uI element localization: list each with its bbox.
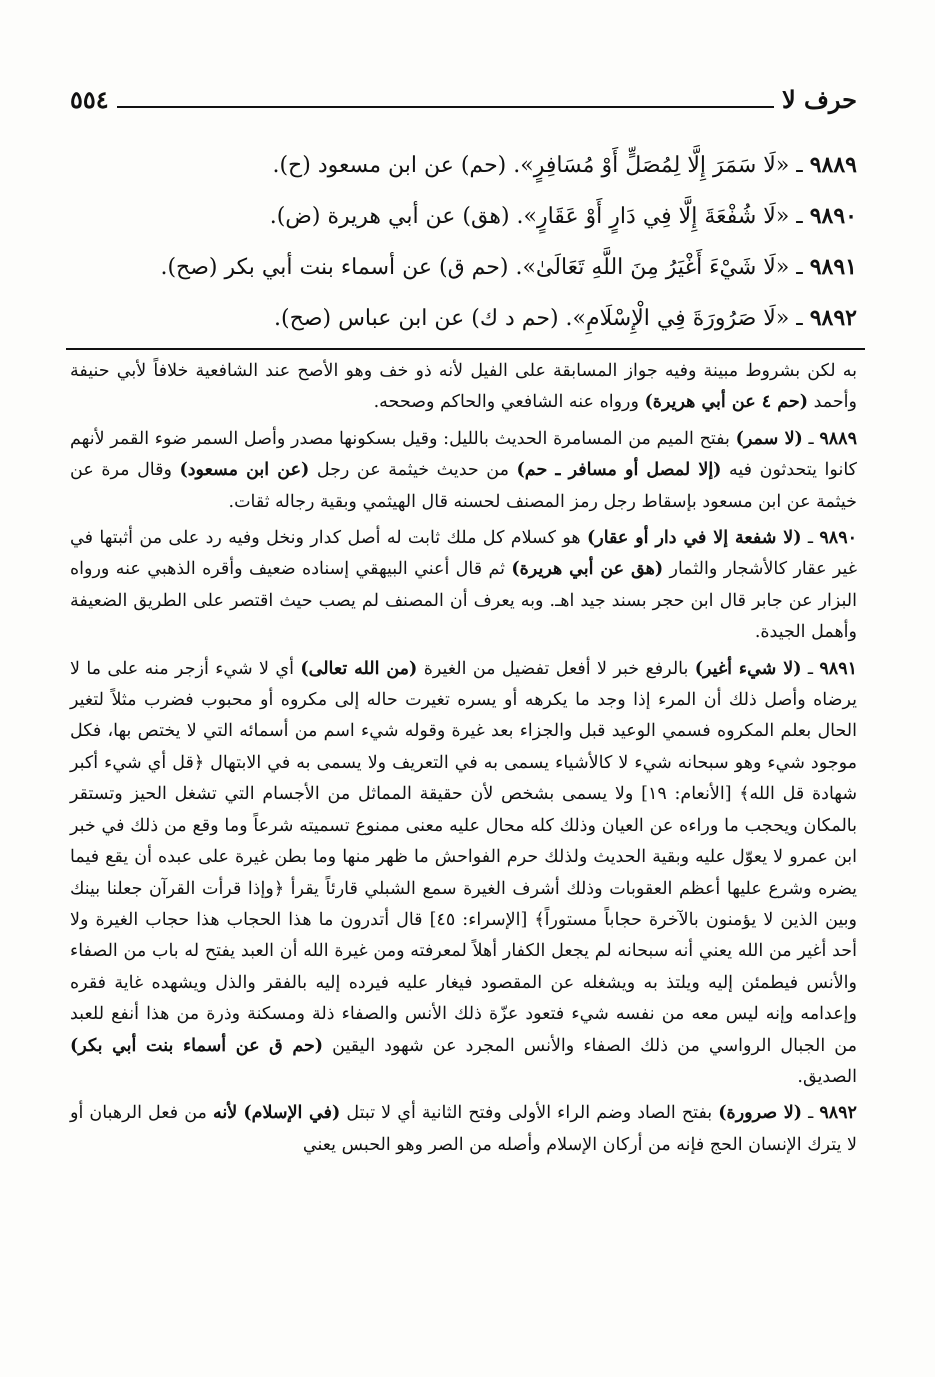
commentary-ref: (لا سمر) xyxy=(735,428,803,449)
commentary-ref: (إلا لمصل أو مسافر ـ حم) xyxy=(516,460,722,481)
commentary-ref: (حم ق عن أسماء بنت أبي بكر) xyxy=(70,1035,324,1056)
commentary-text: بالرفع خبر لا أفعل تفضيل من الغيرة xyxy=(417,658,695,679)
commentary xyxy=(70,356,857,1166)
commentary-number: ٩٨٩٢ xyxy=(819,1103,857,1124)
page-number: ٥٥٤ xyxy=(70,85,109,114)
commentary-text: ثم قال أعني البيهقي إسناده ضعيف وأقره الذهبي عنه ورواه البزار عن جابر قال ابن حجر بسند جيد اهـ. وبه يعرف أن المصنف لم يصب حيث اقتصر على الطريق الضعيفة وأهمل الجيدة. xyxy=(70,559,857,643)
hadith-number: ٩٨٩٠ xyxy=(809,203,857,229)
commentary-ref: (من الله تعالى) xyxy=(300,658,418,679)
commentary-text: الصديق. xyxy=(797,1066,857,1087)
commentary-9892: ٩٨٩٢ ـ (لا صرورة) بفتح الصاد وضم الراء الأولى وفتح الثانية أي لا تبتل (في الإسلام) لأنه من فعل الرهبان أو لا يترك الإنسان الحج فإنه من أركان الإسلام وأصله من الصر وهو الحبس يعني xyxy=(70,1103,857,1155)
commentary-9891: ٩٨٩١ ـ (لا شيء أغير) بالرفع خبر لا أفعل تفضيل من الغيرة (من الله تعالى) أي لا شيء أزجر منه على ما لا يرضاه وأصل ذلك أن المرء إذا وجد ما يكرهه أو يسره تغيرت حاله إلى مكروه أو محبوب فضرب مثلاً لتغير الحال بعلم المكروه فسمي الوعيد قبل والجزاء بعد غيرة وقوله شيء اسم من أسمائه التي لا يختص بها، فكل موجود شيء وهو سبحانه شيء لا كالأشياء يسمى به في التعريف ولا يسمى به في الابتهال ﴿قل أي شيء أكبر شهادة قل الله﴾ [الأنعام: ١٩] ولا يسمى بشخص لأن حقيقة المماثل من الأجسام التي تشغل الحيز وتستقر بالمكان ويحجب ما وراءه عن العيان وذلك كله محال عليه معنى ممنوع تسميته شرعاً وما وقع من ذلك في خبر ابن عمرو لا يعوّل عليه وبقية الحديث ولذلك حرم الفواحش ما ظهر منها وما بطن غيرة على عبده أن يقع فيما يضره وشرع عليها أعظم العقوبات وذلك أشرف الغيرة سمع الشبلي قارئاً يقرأ ﴿وإذا قرأت القرآن جعلنا بينك وبين الذين لا يؤمنون بالآخرة حجاباً مستوراً﴾ [الإسراء: ٤٥] قال أتدرون ما هذا الحجاب هذا حجاب الغيرة ولا أحد أغير من الله يعني أنه سبحانه لم يجعل الكفار أهلاً لمعرفته ومن غيرة الله أن العبد يفتح له باب من الصفاء والأنس فيطمئن إليه ويلتذ به ويشغله عن المقصود فيغار عليه فيرده إليه بالفقر والذل ويشهده غاية فقره وإعدامه وإنه ليس معه من نفسه شيء فتعود عزّة ذلك الأنس والصفاء ذلة ومسكنة وذرة من هذا أنفع للعبد من الجبال الرواسي من ذلك الصفاء والأنس المجرد عن شهود اليقين (حم ق عن أسماء بنت أبي بكر) الصديق. xyxy=(70,658,858,1087)
commentary-text: أي لا شيء أزجر منه على ما لا يرضاه وأصل ذلك أن المرء إذا وجد ما يكرهه أو يسره تغيرت حاله إلى مكروه أو محبوب فضرب مثلاً لتغير الحال بعلم المكروه فسمي الوعيد قبل والجزاء بعد غيرة وقوله شيء اسم من أسمائه التي لا يختص بها، فكل موجود شيء وهو سبحانه شيء لا كالأشياء يسمى به في التعريف ولا يسمى به في الابتهال ﴿قل أي شيء أكبر شهادة قل الله﴾ [الأنعام: ١٩] ولا يسمى بشخص لأن حقيقة المماثل من الأجسام التي تشغل الحيز وتستقر بالمكان ويحجب ما وراءه عن العيان وذلك كله محال عليه معنى ممنوع تسميته شرعاً وما وقع من ذلك في خبر ابن عمرو لا يعوّل عليه وبقية الحديث ولذلك حرم الفواحش ما ظهر منها وما بطن غيرة على عبده أن يقع فيما يضره وشرع عليها أعظم العقوبات وذلك أشرف الغيرة سمع الشبلي قارئاً يقرأ ﴿وإذا قرأت القرآن جعلنا بينك وبين الذين لا يؤمنون بالآخرة حجاباً مستوراً﴾ [الإسراء: ٤٥] قال أتدرون ما هذا الحجاب هذا حجاب الغيرة ولا أحد أغير من الله يعني أنه سبحانه لم يجعل الكفار أهلاً لمعرفته ومن غيرة الله أن العبد يفتح له باب من الصفاء والأنس فيطمئن إليه ويلتذ به ويشغله عن المقصود فيغار عليه فيرده إليه بالفقر والذل ويشهده غاية فقره وإعدامه وإنه ليس معه من نفسه شيء فتعود عزّة ذلك الأنس والصفاء ذلة ومسكنة وذرة من هذا أنفع للعبد من الجبال الرواسي من ذلك الصفاء والأنس المجرد عن شهود اليقين xyxy=(70,658,858,1056)
commentary-text: بفتح الميم من المسامرة الحديث بالليل: وقيل بسكونها مصدر وأصل السمر ضوء القمر لأنهم كانوا يتحدثون فيه xyxy=(70,428,857,481)
hadith-text: «لَا شَيْءَ أَغْيَرُ مِنَ اللَّهِ تَعَالَىٰ». (حم ق) عن أسماء بنت أبي بكر (صح). xyxy=(160,255,790,280)
commentary-ref: (لا شيء أغير) xyxy=(694,658,802,679)
commentary-ref: (في الإسلام) xyxy=(243,1103,341,1124)
hadith-entry: ٩٨٨٩ ـ «لَا سَمَرَ إِلَّا لِمُصَلٍّ أَوْ مُسَافِرٍ». (حم) عن ابن مسعود (ح). xyxy=(272,152,857,178)
commentary-text: من حديث خيثمة عن رجل xyxy=(309,460,517,481)
commentary-9889: ٩٨٨٩ ـ (لا سمر) بفتح الميم من المسامرة الحديث بالليل: وقيل بسكونها مصدر وأصل السمر ضوء القمر لأنهم كانوا يتحدثون فيه (إلا لمصل أو مسافر ـ حم) من حديث خيثمة عن رجل (عن ابن مسعود) وقال مرة عن خيثمة عن ابن مسعود بإسقاط رجل رمز المصنف لحسنه قال الهيثمي وبقية رجاله ثقات. xyxy=(70,428,857,512)
commentary-intro xyxy=(70,356,857,419)
commentary-number: ٩٨٩٠ xyxy=(819,528,857,549)
hadith-number: ٩٨٩٢ xyxy=(809,305,857,331)
page-header xyxy=(70,78,857,114)
header-rule xyxy=(117,106,774,108)
hadith-number: ٩٨٩١ xyxy=(809,254,857,280)
hadith-list xyxy=(100,140,857,344)
hadith-entry: ٩٨٩٢ ـ «لَا صَرُورَةَ فِي الْإِسْلَامِ». (حم د ك) عن ابن عباس (صح). xyxy=(274,305,857,331)
commentary-text: هو كسلام كل ملك ثابت له أصل كدار ونخل وفيه رد على من أثبتها في غير عقار كالأشجار والثمار xyxy=(70,528,857,580)
commentary-text: من فعل الرهبان أو لا يترك الإنسان الحج فإنه من أركان الإسلام وأصله من الصر وهو الحبس يعني xyxy=(70,1103,857,1155)
commentary-ref: (لا شفعة إلا في دار أو عقار) xyxy=(586,528,802,549)
commentary-ref: (حم ٤ عن أبي هريرة) xyxy=(644,392,808,413)
footnote-divider xyxy=(66,348,865,350)
commentary-text: ورواه عنه الشافعي والحاكم وصححه. xyxy=(373,392,645,413)
commentary-text: به لكن بشروط مبينة وفيه جواز المسابقة على الفيل لأنه ذو خف وهو الأصح عند الشافعية خلافاً لأبي حنيفة وأحمد xyxy=(70,361,857,413)
hadith-text: «لَا صَرُورَةَ فِي الْإِسْلَامِ». (حم د ك) عن ابن عباس (صح). xyxy=(274,306,790,331)
hadith-entry: ٩٨٩١ ـ «لَا شَيْءَ أَغْيَرُ مِنَ اللَّهِ تَعَالَىٰ». (حم ق) عن أسماء بنت أبي بكر (صح). xyxy=(160,254,857,280)
commentary-9890: ٩٨٩٠ ـ (لا شفعة إلا في دار أو عقار) هو كسلام كل ملك ثابت له أصل كدار ونخل وفيه رد على من أثبتها في غير عقار كالأشجار والثمار (هق عن أبي هريرة) ثم قال أعني البيهقي إسناده ضعيف وأقره الذهبي عنه ورواه البزار عن جابر قال ابن حجر بسند جيد اهـ. وبه يعرف أن المصنف لم يصب حيث اقتصر على الطريق الضعيفة وأهمل الجيدة. xyxy=(70,528,857,643)
hadith-text: «لَا شُفْعَةَ إِلَّا فِي دَارٍ أَوْ عَقَارٍ». (هق) عن أبي هريرة (ض). xyxy=(269,204,790,229)
commentary-text: وقال مرة عن خيثمة عن ابن مسعود بإسقاط رجل رمز المصنف لحسنه قال الهيثمي وبقية رجاله ثقات. xyxy=(70,460,857,512)
section-title: حرف لا xyxy=(782,85,857,114)
commentary-ref: (عن ابن مسعود) xyxy=(179,460,310,481)
commentary-ref: (لا صرورة) xyxy=(718,1103,803,1124)
hadith-number: ٩٨٨٩ xyxy=(809,152,857,178)
commentary-number: ٩٨٩١ xyxy=(819,658,857,679)
commentary-text: بفتح الصاد وضم الراء الأولى وفتح الثانية أي لا تبتل xyxy=(340,1103,719,1124)
commentary-ref: (هق عن أبي هريرة) xyxy=(511,559,664,580)
hadith-entry: ٩٨٩٠ ـ «لَا شُفْعَةَ إِلَّا فِي دَارٍ أَوْ عَقَارٍ». (هق) عن أبي هريرة (ض). xyxy=(269,203,857,229)
commentary-number: ٩٨٨٩ xyxy=(819,428,857,449)
commentary-ref: لأنه xyxy=(213,1103,238,1124)
hadith-text: «لَا سَمَرَ إِلَّا لِمُصَلٍّ أَوْ مُسَافِرٍ». (حم) عن ابن مسعود (ح). xyxy=(272,153,790,178)
